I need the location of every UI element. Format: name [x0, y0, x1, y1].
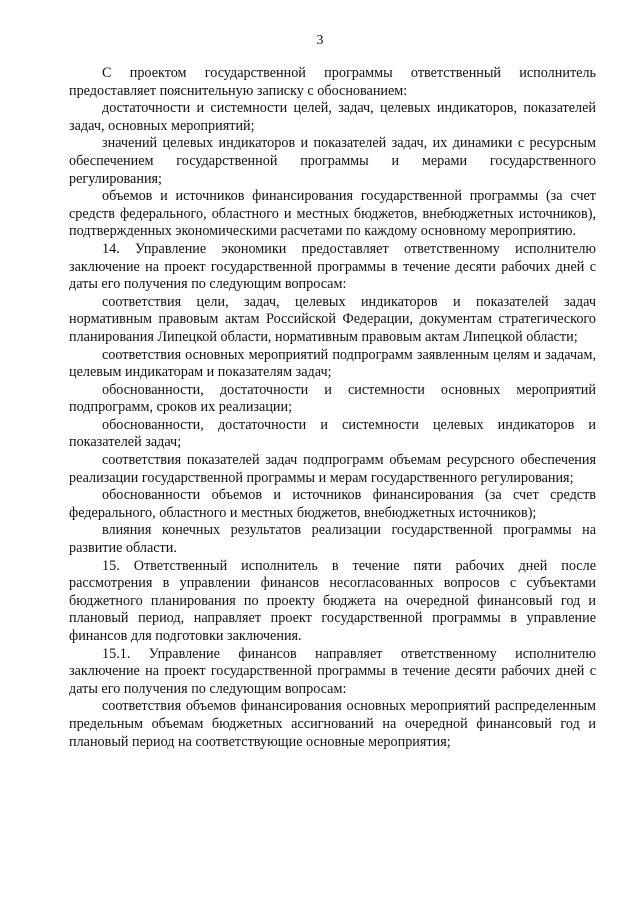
list-item-paragraph: значений целевых индикаторов и показателей задач, их динамики с ресурсным обеспечением государственной программы и мерами государственного регулирования;	[69, 135, 596, 187]
clause-14-paragraph: 14. Управление экономики предоставляет ответственному исполнителю заключение на проект государственной программы в течение десяти рабочих дней с даты его получения по следующим вопросам:	[69, 240, 596, 293]
list-item-paragraph: соответствия показателей задач подпрограмм объемам ресурсного обеспечения реализации государственной программы и мерам государственного регулирования;	[69, 452, 596, 486]
list-item-paragraph: соответствия цели, задач, целевых индикаторов и показателей задач нормативным правовым актам Российской Федерации, документам стратегического планирования Липецкой области, нормативным правовым актам Липецкой области;	[69, 293, 596, 345]
list-item-paragraph: объемов и источников финансирования государственной программы (за счет средств федерального, областного и местных бюджетов, внебюджетных источников), подтвержденных экономическими расчетами по каждому основному мероприятию.	[69, 188, 596, 240]
clause-15-1-paragraph: 15.1. Управление финансов направляет ответственному исполнителю заключение на проект государственной программы в течение десяти рабочих дней с даты его получения по следующим вопросам:	[69, 645, 596, 697]
list-item-paragraph: соответствия объемов финансирования основных мероприятий распределенным предельным объемам бюджетных ассигнований на очередной финансовый год и плановый период на соответствующие основные мероприятия;	[69, 698, 596, 750]
list-item-paragraph: соответствия основных мероприятий подпрограмм заявленным целям и задачам, целевым индикаторам и показателям задач;	[69, 346, 596, 381]
page-number: 3	[316, 33, 324, 48]
list-item-paragraph: обоснованности, достаточности и системности основных мероприятий подпрограмм, сроков их реализации;	[69, 381, 596, 416]
list-item-paragraph: обоснованности объемов и источников финансирования (за счет средств федерального, областного и местных бюджетов, внебюджетных источников);	[69, 487, 596, 521]
list-item-paragraph: достаточности и системности целей, задач, целевых индикаторов, показателей задач, основных мероприятий;	[69, 100, 596, 134]
list-item-paragraph: обоснованности, достаточности и системности целевых индикаторов и показателей задач;	[69, 416, 596, 451]
document-body	[69, 65, 596, 751]
list-item-paragraph: влияния конечных результатов реализации государственной программы на развитие области.	[69, 522, 596, 557]
intro-paragraph: С проектом государственной программы ответственный исполнитель предоставляет пояснительную записку с обоснованием:	[69, 65, 596, 99]
clause-15-paragraph: 15. Ответственный исполнитель в течение пяти рабочих дней после рассмотрения в управлении финансов несогласованных вопросов с субъектами бюджетного планирования по проекту бюджета на очередной финансовый год и плановый период, направляет проект государственной программы в управление финансов для подготовки заключения.	[69, 557, 596, 644]
